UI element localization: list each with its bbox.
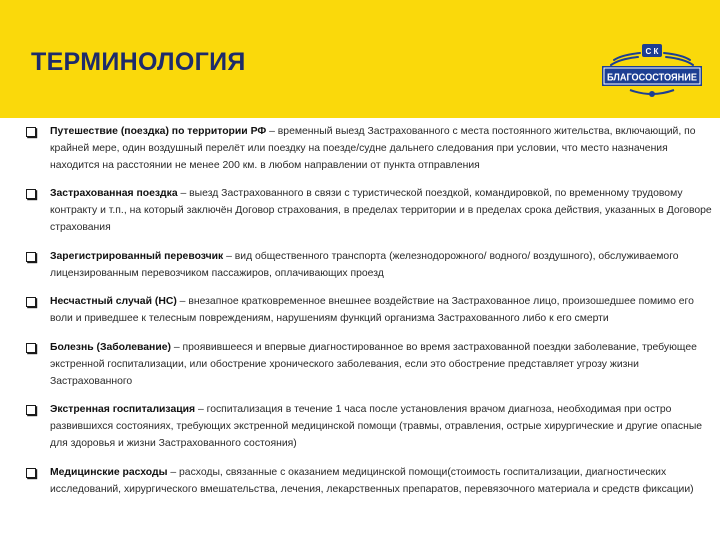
checkbox-bullet-icon bbox=[26, 343, 36, 353]
checkbox-bullet-icon bbox=[26, 297, 36, 307]
checkbox-bullet-icon bbox=[26, 405, 36, 415]
checkbox-bullet-icon bbox=[26, 189, 36, 199]
definition: – выезд Застрахованного в связи с туристической поездкой, командировкой, по временному трудовому контракту и т.п., на который заключён Договор страхования, в пределах территории и в пределах срока действия, указанных в Договоре страхования bbox=[50, 188, 712, 233]
logo-top-text: С К bbox=[645, 47, 659, 56]
company-logo bbox=[600, 42, 704, 100]
definition: – проявившееся и впервые диагностированное во время застрахованной поездки заболевание, требующее экстренной госпитализации, или обострение хронического заболевания, если это обострение представляет угрозу жизни Застрахованного bbox=[50, 341, 697, 387]
header-banner bbox=[0, 0, 720, 118]
term: Застрахованная поездка bbox=[50, 188, 178, 200]
definition: – внезапное кратковременное внешнее воздействие на Застрахованное лицо, произошедшее помимо его воли и приведшее к телесным повреждениям, нарушениям функций организма Застрахованного либо к его смерти bbox=[50, 296, 694, 325]
page-title: ТЕРМИНОЛОГИЯ bbox=[31, 48, 246, 76]
definition: – госпитализация в течение 1 часа после установления врачом диагноза, необходимая при остро развившихся состояниях, требующих экстренной медицинской помощи (травмы, отравления, острые хирургические и другие опасные для здоровья и жизни Застрахованного состояния) bbox=[50, 404, 703, 449]
checkbox-bullet-icon bbox=[26, 252, 36, 262]
list-item bbox=[26, 294, 716, 328]
list-item bbox=[26, 465, 716, 499]
checkbox-bullet-icon bbox=[26, 127, 36, 137]
list-item bbox=[26, 402, 716, 452]
definition: – вид общественного транспорта (железнодорожного/ водного/ воздушного), обслуживаемого лицензированным перевозчиком пассажиров, оплачивающих проезд bbox=[50, 250, 679, 279]
term: Медицинские расходы bbox=[50, 466, 168, 478]
list-item bbox=[26, 186, 716, 236]
term: Путешествие (поездка) по территории РФ bbox=[50, 126, 267, 137]
definition: – расходы, связанные с оказанием медицинской помощи(стоимость госпитализации, диагностических исследований, хирургического вмешательства, лечения, лекарственных препаратов, перевязочного материала и средств фиксации) bbox=[50, 466, 694, 495]
term: Несчастный случай (НС) bbox=[50, 296, 177, 308]
terminology-list bbox=[26, 124, 716, 510]
list-item bbox=[26, 340, 716, 390]
list-item bbox=[26, 249, 716, 283]
definition: – временный выезд Застрахованного с места постоянного жительства, включающий, по крайней мере, один воздушный перелёт или поездку на поезде/судне дальнего следования при условии, что место назначения находится на расстоянии не менее 200 км. в любом направлении от пункта отправления bbox=[50, 126, 696, 171]
term: Экстренная госпитализация bbox=[50, 404, 196, 416]
term: Зарегистрированный перевозчик bbox=[50, 250, 224, 262]
term: Болезнь (Заболевание) bbox=[50, 341, 171, 353]
list-item bbox=[26, 124, 716, 174]
checkbox-bullet-icon bbox=[26, 468, 36, 478]
logo-main-text: БЛАГОСОСТОЯНИЕ bbox=[607, 72, 698, 84]
